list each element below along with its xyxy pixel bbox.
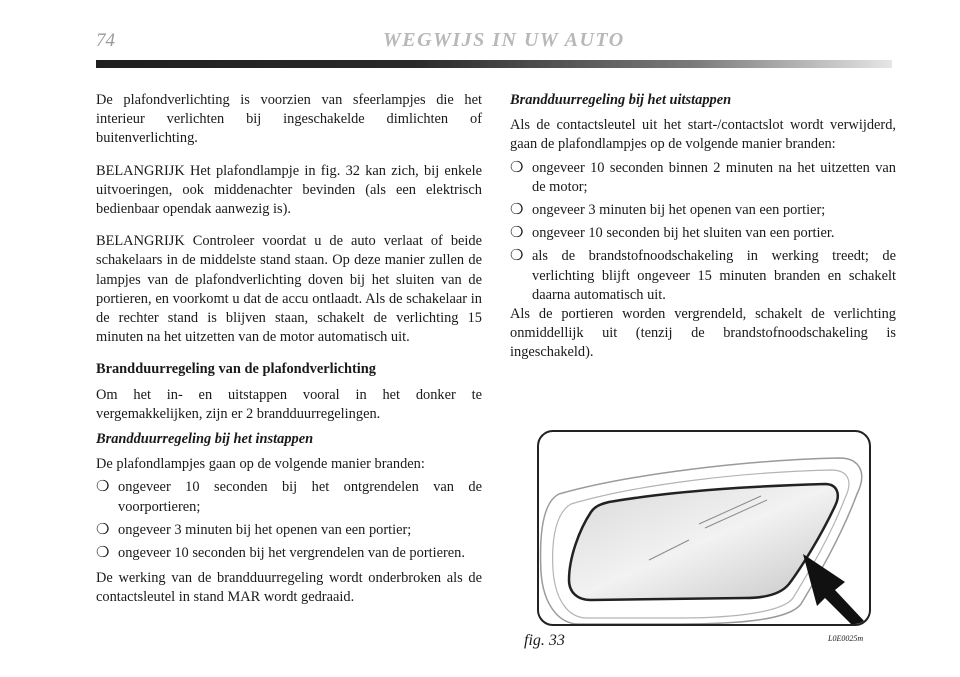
paragraph: De plafondlampjes gaan op de volgende manier branden: bbox=[96, 456, 425, 473]
paragraph: De werking van de brandduurregeling wordt onderbroken als de contactsleutel in stand MAR wordt gedraaid. bbox=[96, 570, 482, 606]
figure-code: L0E0025m bbox=[828, 634, 864, 643]
bullet-icon: ❍ bbox=[510, 225, 524, 242]
bullet-icon: ❍ bbox=[96, 479, 110, 496]
list-item bbox=[96, 478, 482, 516]
list-item-text: ongeveer 10 seconden bij het ontgrendelen van de voorportieren; bbox=[118, 479, 482, 515]
figure-frame bbox=[537, 430, 871, 626]
section-heading: Brandduurregeling van de plafondverlichting bbox=[96, 361, 376, 378]
list-item bbox=[510, 247, 896, 305]
list-item bbox=[510, 159, 896, 197]
bullet-icon: ❍ bbox=[510, 202, 524, 219]
subsection-heading: Brandduurregeling bij het instappen bbox=[96, 431, 314, 448]
list-item bbox=[96, 521, 482, 540]
page-header-title: WEGWIJS IN UW AUTO bbox=[383, 29, 625, 51]
pointer-arrow-icon bbox=[803, 554, 865, 624]
list-item-text: ongeveer 10 seconden bij het sluiten van een portier. bbox=[532, 225, 835, 242]
right-column bbox=[510, 91, 896, 363]
list-item-text: ongeveer 3 minuten bij het openen van een portier; bbox=[118, 521, 412, 538]
paragraph: BELANGRIJK Het plafondlampje in fig. 32 kan zich, bij enkele uitvoeringen, ook middenachter bevinden (als een elektrisch bedienbaar opendak aanwezig is). bbox=[96, 162, 482, 218]
bullet-icon: ❍ bbox=[510, 248, 524, 265]
bullet-icon: ❍ bbox=[510, 159, 524, 176]
list-item-text: ongeveer 10 seconden binnen 2 minuten na het uitzetten van de motor; bbox=[532, 159, 896, 195]
paragraph: Om het in- en uitstappen vooral in het donker te vergemakkelijken, zijn er 2 brandduurregelingen. bbox=[96, 386, 482, 422]
list-item-text: als de brandstofnoodschakeling in werking treedt; de verlichting blijft ongeveer 15 minuten branden en schakelt daarna automatisch uit. bbox=[532, 248, 896, 303]
list-item bbox=[96, 544, 482, 563]
list-item bbox=[510, 201, 896, 220]
bullet-icon: ❍ bbox=[96, 521, 110, 538]
paragraph: Als de portieren worden vergrendeld, schakelt de verlichting onmiddellijk uit (tenzij de brandstofnoodschakeling is ingeschakeld). bbox=[510, 306, 896, 361]
header-rule bbox=[96, 60, 892, 68]
list-item-text: ongeveer 10 seconden bij het vergrendelen van de portieren. bbox=[118, 545, 465, 562]
page-number: 74 bbox=[96, 30, 115, 51]
paragraph: BELANGRIJK Controleer voordat u de auto verlaat of beide schakelaars in de middelste stand staan. Op deze manier zullen de lampjes van de plafondverlichting doven bij het sluiten van de portieren, en voorkomt u dat de accu ontlaadt. Als de schakelaar in de rechter stand is blijven staan, schakelt de verlichting 15 minuten na het uitzetten van de motor automatisch uit. bbox=[96, 233, 482, 346]
lamp-lens bbox=[569, 484, 838, 600]
subsection-heading: Brandduurregeling bij het uitstappen bbox=[510, 92, 732, 108]
bullet-icon: ❍ bbox=[96, 545, 110, 562]
list-item-text: ongeveer 3 minuten bij het openen van een portier; bbox=[532, 202, 826, 219]
figure-caption: fig. 33 bbox=[524, 632, 565, 649]
ceiling-light-illustration bbox=[539, 432, 869, 624]
left-column bbox=[96, 91, 482, 608]
paragraph: Als de contactsleutel uit het start-/contactslot wordt verwijderd, gaan de plafondlampjes op de volgende manier branden: bbox=[510, 117, 896, 153]
paragraph: De plafondverlichting is voorzien van sfeerlampjes die het interieur verlichten bij ingeschakelde dimlichten of buitenverlichting. bbox=[96, 92, 482, 147]
list-item bbox=[510, 224, 896, 243]
